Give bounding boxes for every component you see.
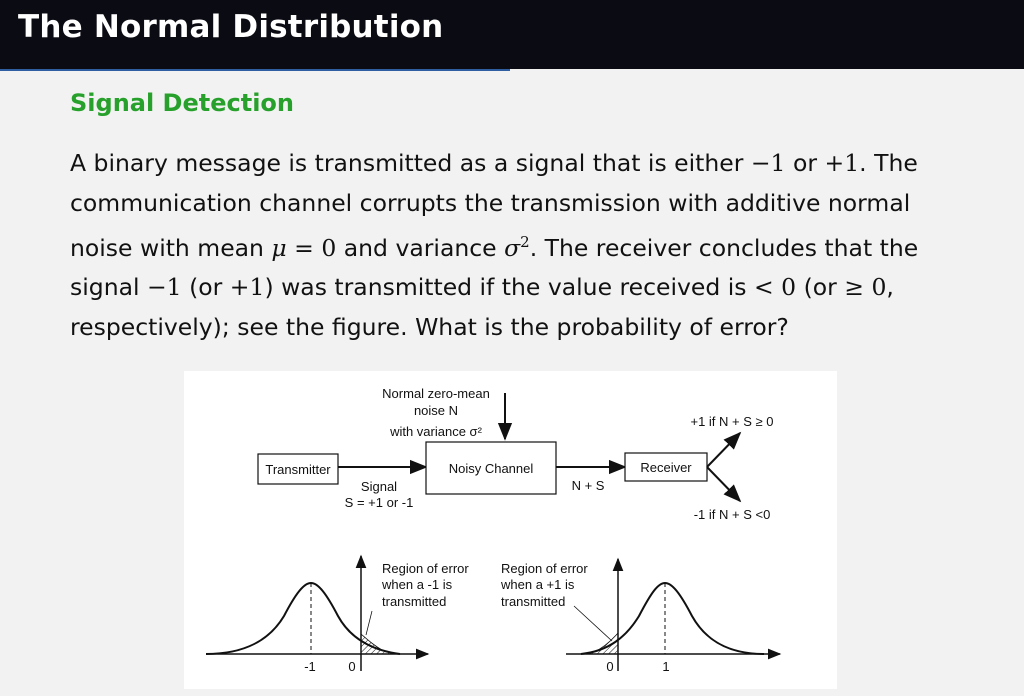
text-run: . The communication channel corrupts the transmission with additive normal noise with mean	[70, 149, 918, 262]
title-bar	[0, 0, 1024, 69]
right-error-label-2: when a +1 is	[501, 577, 575, 592]
n-plus-s-label: N + S	[571, 478, 605, 493]
left-callout-line	[366, 611, 372, 635]
left-error-label-3: transmitted	[382, 594, 447, 609]
right-error-label-3: transmitted	[501, 594, 566, 609]
text-run: or	[785, 149, 825, 177]
figure-canvas	[184, 371, 837, 689]
output-minus-label: -1 if N + S <0	[693, 507, 771, 522]
right-tick-zero: 0	[606, 659, 614, 674]
left-tick-zero: 0	[348, 659, 356, 674]
transmitter-label: Transmitter	[265, 462, 331, 477]
math-sigma: σ	[504, 233, 521, 262]
title-underline	[0, 69, 510, 71]
math-superscript-two: 2	[520, 233, 530, 251]
right-error-label-1: Region of error	[501, 561, 588, 576]
math-less-than-zero: < 0	[754, 273, 797, 302]
text-run: ) was transmitted if the value received is	[264, 273, 755, 302]
text-run: A binary message is transmitted as a signal that is either	[70, 149, 751, 177]
noisy-channel-label: Noisy Channel	[448, 461, 534, 476]
output-minus-arrow	[707, 467, 740, 501]
text-run: , respectively); see the figure. What is the probability of error?	[70, 273, 894, 341]
output-plus-arrow	[707, 433, 740, 467]
left-tick-minus-one: -1	[304, 659, 316, 674]
slide-title: The Normal Distribution	[18, 9, 444, 45]
math-equals-zero: = 0	[286, 233, 337, 262]
problem-paragraph	[70, 144, 970, 347]
output-plus-label: +1 if N + S ≥ 0	[690, 414, 774, 429]
text-run: . The receiver concludes that the signal	[70, 233, 919, 302]
noise-label-line2: noise N	[413, 403, 459, 418]
text-run: (or	[796, 273, 845, 302]
left-error-label-1: Region of error	[382, 561, 469, 576]
math-geq-zero: ≥ 0	[844, 273, 887, 302]
math-mu: μ	[271, 233, 287, 262]
noise-label-line3: with variance σ²	[390, 424, 482, 439]
receiver-label: Receiver	[640, 460, 692, 475]
left-error-label-2: when a -1 is	[382, 577, 453, 592]
section-heading: Signal Detection	[70, 89, 295, 117]
signal-label-line2: S = +1 or -1	[344, 495, 414, 510]
math-plus-one: +1	[824, 149, 860, 177]
text-run: (or	[181, 273, 230, 302]
signal-label-line1: Signal	[360, 479, 398, 494]
math-minus-one: −1	[750, 149, 786, 177]
math-minus-one: −1	[146, 273, 182, 302]
right-callout-line	[574, 606, 612, 641]
math-plus-one: +1	[229, 273, 265, 302]
right-tick-one: 1	[662, 659, 670, 674]
signal-detection-figure	[184, 371, 837, 689]
text-run: and variance	[336, 233, 505, 262]
noise-label-line1: Normal zero-mean	[382, 386, 490, 401]
